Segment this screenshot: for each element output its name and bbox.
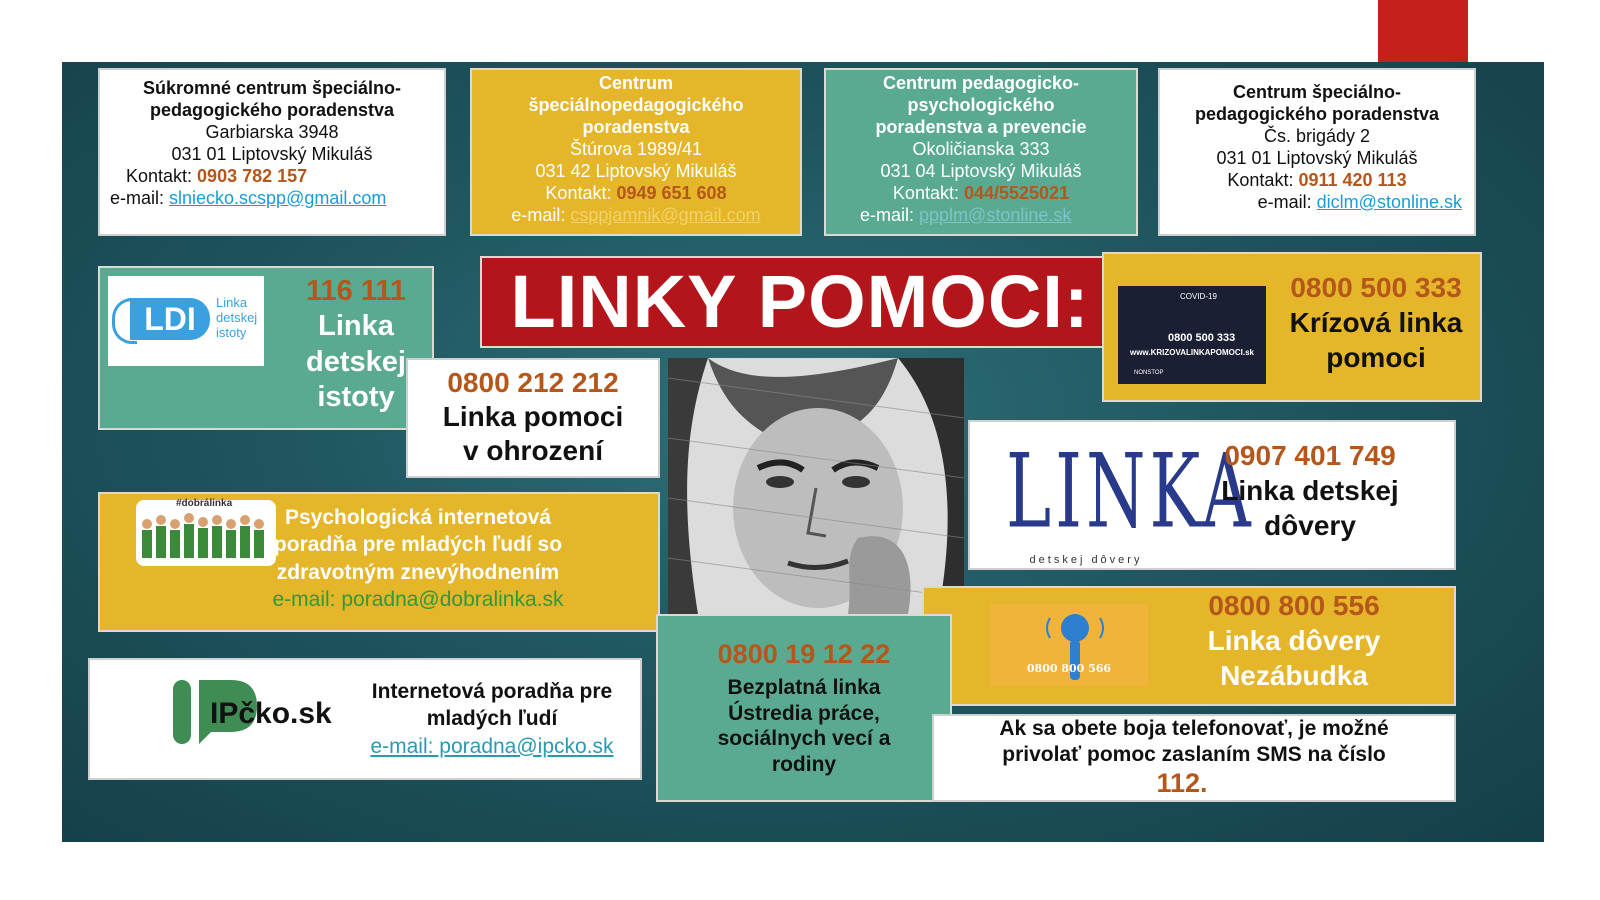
line-name: Krízová linka xyxy=(1289,307,1463,338)
center-name: Súkromné centrum špeciálno- xyxy=(142,78,402,98)
line-name: Linka detskej xyxy=(1221,475,1399,506)
center-card-1 xyxy=(98,68,446,236)
page-title: LINKY POMOCI: xyxy=(480,256,1120,348)
poster-url: www.KRIZOVALINKAPOMOCI.sk xyxy=(1129,348,1254,357)
center-street: Garbiarska 3948 xyxy=(205,121,339,142)
center-card-4 xyxy=(1158,68,1476,236)
line-desc: sociálnych vecí a xyxy=(717,727,891,751)
email-link[interactable]: diclm@stonline.sk xyxy=(1316,191,1462,212)
line-desc: Psychologická internetová xyxy=(284,506,552,529)
phone-number: 0949 651 608 xyxy=(616,182,727,203)
poster-number: 0800 800 566 xyxy=(1026,662,1112,675)
line-name: detskej xyxy=(306,345,406,378)
ldi-card xyxy=(98,266,434,430)
line-desc: mladých ľudí xyxy=(426,707,558,731)
ldi-logo-sub: Linka xyxy=(216,295,248,310)
center-name: špeciálnopedagogického xyxy=(528,94,744,115)
ldi-logo-sub: detskej xyxy=(216,309,258,325)
ohrozenie-card xyxy=(406,358,660,478)
line-desc: Ústredia práce, xyxy=(728,701,880,725)
line-name: Linka pomoci xyxy=(442,401,624,433)
line-desc: zdravotným znevýhodnením xyxy=(276,560,560,584)
ldi-logo-text: LDI xyxy=(130,298,210,340)
phone-number: 116 111 xyxy=(305,275,407,307)
ipcko-logo xyxy=(106,676,332,750)
phone-number: 0800 19 12 22 xyxy=(717,639,891,669)
line-desc: poradňa pre mladých ľudí so xyxy=(273,533,563,557)
krizova-card xyxy=(1102,252,1482,402)
email-label: e-mail: xyxy=(1257,191,1317,212)
center-name: poradenstva xyxy=(582,116,690,137)
portrait-sketch xyxy=(668,358,964,614)
dovery-logo xyxy=(1006,430,1255,566)
phone-number: 0800 800 556 xyxy=(1208,590,1380,621)
phone-number: 0907 401 749 xyxy=(1224,440,1396,471)
center-name: Centrum xyxy=(598,73,673,93)
sms-number: 112. xyxy=(1156,768,1208,799)
line-name: v ohrození xyxy=(462,435,603,467)
email-link[interactable]: slniecko.scspp@gmail.com xyxy=(169,187,387,208)
ustredie-card xyxy=(656,614,952,802)
email-link[interactable]: csppjamnik@gmail.com xyxy=(570,204,761,225)
phone-number: 0903 782 157 xyxy=(197,165,308,186)
email-link[interactable]: poradna@dobralinka.sk xyxy=(341,587,564,611)
sms-text: privolať pomoc zaslaním SMS na číslo xyxy=(1002,742,1386,766)
center-name: pedagogického poradenstva xyxy=(1194,103,1440,124)
center-card-3 xyxy=(824,68,1138,236)
center-name: psychologického xyxy=(907,94,1055,115)
line-name: Linka xyxy=(318,310,394,343)
contact-label: Kontakt: xyxy=(126,165,198,186)
contact-label: Kontakt: xyxy=(892,182,964,203)
ldi-logo-sub: istoty xyxy=(216,324,247,340)
dovery-logo-sub: detskej dôvery xyxy=(1029,554,1143,566)
center-street: Štúrova 1989/41 xyxy=(569,138,703,159)
center-street: Čs. brigády 2 xyxy=(1263,125,1371,146)
ipcko-card xyxy=(88,658,642,780)
dobralinka-logo xyxy=(136,500,276,566)
center-name: poradenstva a prevencie xyxy=(875,116,1087,137)
contact-label: Kontakt: xyxy=(545,182,617,203)
psych-card xyxy=(98,492,660,632)
line-name: Nezábudka xyxy=(1220,660,1368,691)
center-name: Centrum špeciálno- xyxy=(1232,82,1402,102)
line-name: pomoci xyxy=(1326,342,1426,373)
dobralinka-tag: #dobrálinka xyxy=(176,498,233,509)
email-label: e-mail: xyxy=(511,204,571,225)
center-name: pedagogického poradenstva xyxy=(149,99,395,120)
poster-phone: 0800 500 333 xyxy=(1168,332,1236,344)
dovery-logo-text: LINKA xyxy=(1006,433,1255,552)
nezabudka-poster xyxy=(990,604,1148,686)
line-desc: rodiny xyxy=(771,752,837,776)
center-city: 031 01 Liptovský Mikuláš xyxy=(171,143,373,164)
krizova-poster xyxy=(1118,286,1266,384)
line-desc: Bezplatná linka xyxy=(727,675,881,699)
line-name: istoty xyxy=(317,381,395,414)
email-link[interactable]: e-mail: poradna@ipcko.sk xyxy=(370,734,614,758)
line-name: dôvery xyxy=(1264,510,1356,541)
center-city: 031 04 Liptovský Mikuláš xyxy=(880,160,1082,181)
corner-accent xyxy=(1378,0,1468,68)
line-name: Linka dôvery xyxy=(1207,625,1381,656)
phone-number: 0800 212 212 xyxy=(447,367,619,398)
sms-card xyxy=(932,714,1456,802)
sms-text: Ak sa obete boja telefonovať, je možné xyxy=(999,717,1389,740)
phone-number: 044/5525021 xyxy=(963,182,1070,203)
nezabudka-card xyxy=(922,586,1456,706)
email-link[interactable]: ppplm@stonline.sk xyxy=(919,204,1072,225)
poster-nonstop: NONSTOP xyxy=(1134,370,1164,376)
ldi-logo xyxy=(108,276,264,366)
center-city: 031 01 Liptovský Mikuláš xyxy=(1216,147,1418,168)
dovery-card xyxy=(968,420,1456,570)
phone-number: 0800 500 333 xyxy=(1290,272,1462,303)
contact-label: Kontakt: xyxy=(1227,169,1299,190)
phone-number: 0911 420 113 xyxy=(1298,169,1407,190)
email-label: e-mail: xyxy=(110,187,170,208)
ipcko-logo-text: IPčko.sk xyxy=(210,697,332,730)
email-label: e-mail: xyxy=(860,204,920,225)
line-desc: Internetová poradňa pre xyxy=(371,680,613,703)
center-street: Okoličianska 333 xyxy=(912,138,1050,159)
center-city: 031 42 Liptovský Mikuláš xyxy=(535,160,737,181)
center-name: Centrum pedagogicko- xyxy=(882,73,1079,93)
center-card-2 xyxy=(470,68,802,236)
email-label: e-mail: xyxy=(272,587,342,611)
covid-tag: COVID-19 xyxy=(1180,292,1217,301)
